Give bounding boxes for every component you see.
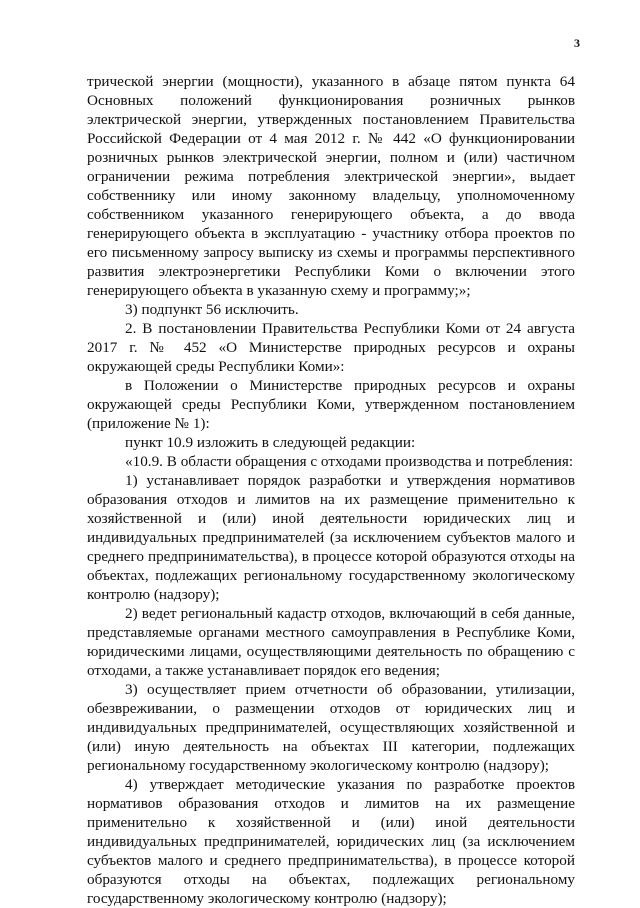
paragraph-continuation: трической энергии (мощности), указанного в абзаце пятом пункта 64 Основных положений функционирования розничных рынков электрической энергии, утвержденных постановлением Правительства Российской Федерации от 4 мая 2012 г. № 442 «О функционировании розничных рынков электрической энергии, полном и (или) частичном ограничении режима потребления электрической энергии», выдает собственнику или иному законному владельцу, уполномоченному собственником указанного генерирующего объекта, а до ввода генерирующего объекта в эксплуатацию - участнику отбора проектов по его письменному запросу выписку из схемы и программы перспективного развития электроэнергетики Республики Коми о включении этого генерирующего объекта в указанную схему и программу;»; — [87, 73, 575, 299]
paragraph-subitem-3-reporting: 3) осуществляет прием отчетности об образовании, утилизации, обезвреживании, о размещении отходов от юридических лиц и индивидуальных предпринимателей, осуществляющих хозяйственной и (или) иную деятельность на объектах III категории, подлежащих региональному государственному экологическому контролю (надзору); — [87, 681, 575, 774]
paragraph-subitem-4: 4) утверждает методические указания по разработке проектов нормативов образования отходов и лимитов на их размещение применительно к хозяйственной и (или) иной деятельности индивидуальных предпринимателей, юридических лиц (за исключением субъектов малого и среднего предпринимательства), в процессе которой образуются отходы на объектах, подлежащих региональному государственному экологическому контролю (надзору); — [87, 776, 575, 907]
paragraph-subitem-2: 2) ведет региональный кадастр отходов, включающий в себя данные, представляемые органами местного самоуправления в Республике Коми, юридическими лицами, осуществляющими деятельность по обращению с отходами, а также устанавливает порядок его ведения; — [87, 605, 575, 679]
paragraph-item-10-9-intro: пункт 10.9 изложить в следующей редакции: — [125, 434, 416, 451]
paragraph-subitem-1: 1) устанавливает порядок разработки и утверждения нормативов образования отходов и лимитов на их размещение применительно к хозяйственной и (или) иной деятельности юридических лиц и индивидуальных предпринимателей (за исключением субъектов малого и среднего предпринимательства), в процессе которой образуются отходы на объектах, подлежащих региональному государственному экологическому контролю (надзору); — [87, 472, 575, 603]
document-body — [87, 72, 575, 908]
paragraph-regulation-intro: в Положении о Министерстве природных ресурсов и охраны окружающей среды Республики Коми, утвержденном постановлением (приложение № 1): — [87, 377, 575, 432]
paragraph-subitem-3: 3) подпункт 56 исключить. — [125, 301, 299, 318]
page-number: 3 — [574, 36, 580, 50]
paragraph-section-2: 2. В постановлении Правительства Республики Коми от 24 августа 2017 г. № 452 «О Министерстве природных ресурсов и охраны окружающей среды Республики Коми»: — [87, 320, 575, 375]
paragraph-item-10-9-heading: «10.9. В области обращения с отходами производства и потребления: — [125, 453, 574, 470]
